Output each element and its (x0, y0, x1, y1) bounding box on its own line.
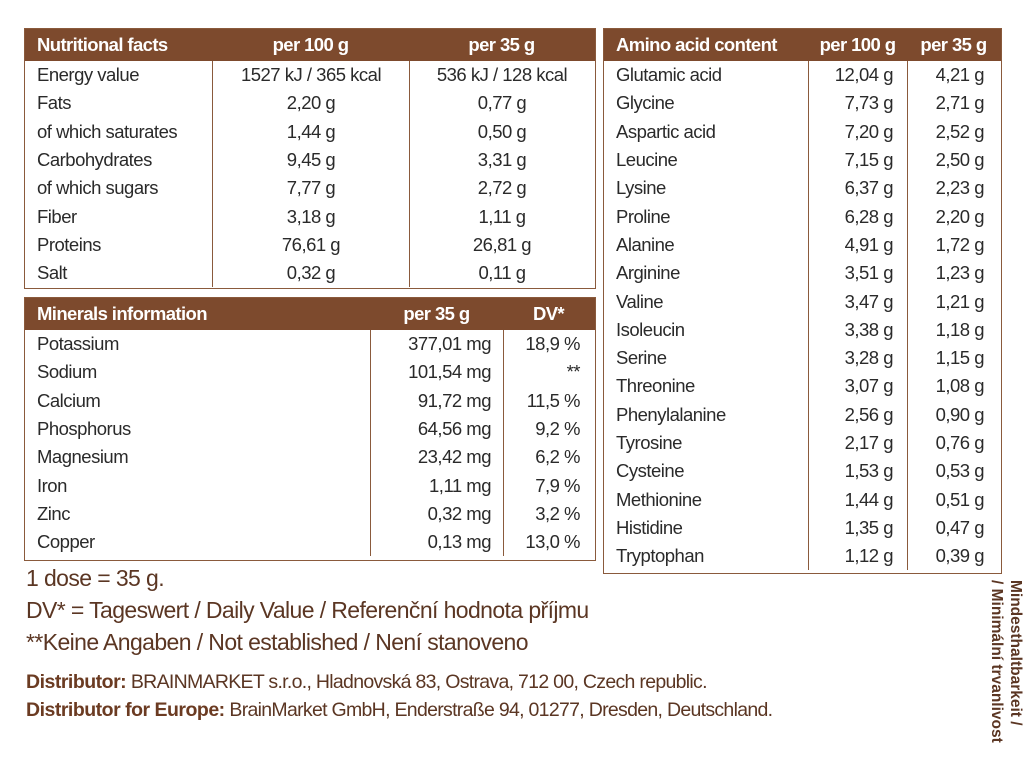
row-value: 0,90 g (907, 401, 1000, 429)
row-value: 377,01 mg (370, 330, 503, 358)
header-dv: DV* (532, 303, 565, 324)
minerals-header (25, 298, 595, 330)
row-value: 7,9 % (503, 471, 594, 499)
row-value: 1,11 g (409, 202, 594, 230)
table-row (25, 358, 595, 386)
header-per-35g: per 35 g (920, 34, 987, 55)
row-label: Fats (37, 92, 71, 114)
table-row (604, 372, 1001, 400)
row-value: 0,32 mg (370, 500, 503, 528)
row-value: 3,28 g (808, 344, 907, 372)
minerals-table (24, 297, 596, 561)
row-value: 3,07 g (808, 372, 907, 400)
row-value: 1527 kJ / 365 kcal (212, 61, 409, 89)
row-value: 2,52 g (907, 118, 1000, 146)
row-label: Histidine (616, 516, 683, 538)
row-value: 3,2 % (503, 500, 594, 528)
row-label: Iron (37, 474, 67, 496)
row-value: 2,20 g (907, 202, 1000, 230)
distributor-europe-line (26, 699, 772, 722)
row-value: 13,0 % (503, 528, 594, 556)
row-label: Phosphorus (37, 418, 131, 440)
table-row (604, 259, 1001, 287)
row-label: Carbohydrates (37, 149, 152, 171)
row-value: 91,72 mg (370, 387, 503, 415)
best-before-line-2: / Minimální trvanlivost (988, 580, 1005, 743)
row-label: Arginine (616, 262, 680, 284)
row-value: 26,81 g (409, 231, 594, 259)
header-nutritional-facts: Nutritional facts (37, 34, 168, 55)
row-value: 1,53 g (808, 457, 907, 485)
row-value: 1,11 mg (370, 471, 503, 499)
row-value: 1,18 g (907, 316, 1000, 344)
row-value: 7,15 g (808, 146, 907, 174)
row-value: 1,23 g (907, 259, 1000, 287)
row-label: Energy value (37, 64, 139, 86)
row-value: 7,77 g (212, 174, 409, 202)
dv-note: DV* = Tageswert / Daily Value / Referenční hodnota příjmu (26, 597, 589, 623)
amino-acid-table (603, 28, 1002, 574)
table-row (604, 202, 1001, 230)
row-label: Valine (616, 290, 664, 312)
row-value: 2,20 g (212, 89, 409, 117)
row-label: Potassium (37, 333, 119, 355)
table-row (604, 287, 1001, 315)
table-row (604, 344, 1001, 372)
table-row (25, 259, 595, 287)
row-value: 3,38 g (808, 316, 907, 344)
row-label: Leucine (616, 149, 678, 171)
table-row (604, 89, 1001, 117)
row-value: 0,50 g (409, 118, 594, 146)
table-row (25, 61, 595, 89)
row-value: 23,42 mg (370, 443, 503, 471)
table-row (25, 330, 595, 358)
row-value: 0,53 g (907, 457, 1000, 485)
row-value: 9,2 % (503, 415, 594, 443)
row-label: Tyrosine (616, 432, 682, 453)
row-value: 0,76 g (907, 429, 1000, 457)
row-label: Glutamic acid (616, 64, 722, 86)
header-per-35g: per 35 g (468, 34, 535, 55)
row-value: 0,77 g (409, 89, 594, 117)
table-row (604, 61, 1001, 89)
row-value: 1,44 g (212, 118, 409, 146)
row-label: Aspartic acid (616, 120, 716, 142)
row-value: 3,31 g (409, 146, 594, 174)
table-row (25, 118, 595, 146)
table-row (25, 231, 595, 259)
row-value: 0,32 g (212, 259, 409, 287)
row-label: Isoleucin (616, 318, 685, 340)
row-value: 0,47 g (907, 514, 1000, 542)
table-row (25, 89, 595, 117)
nutrition-header (25, 29, 595, 61)
row-label: Serine (616, 347, 667, 369)
row-value: 2,50 g (907, 146, 1000, 174)
table-row (604, 231, 1001, 259)
row-value: 6,2 % (503, 443, 594, 471)
table-row (604, 146, 1001, 174)
table-row (25, 146, 595, 174)
table-row (604, 174, 1001, 202)
best-before-vertical-text (955, 580, 1024, 780)
row-value: 0,39 g (907, 542, 1000, 570)
row-label: Phenylalanine (616, 403, 726, 425)
table-row (604, 118, 1001, 146)
row-value: 0,11 g (409, 259, 594, 287)
not-established-note: **Keine Angaben / Not established / Není stanoveno (26, 629, 528, 655)
row-value: 0,51 g (907, 485, 1000, 513)
row-value: 1,35 g (808, 514, 907, 542)
row-label: Proline (616, 205, 671, 227)
row-label: Fiber (37, 205, 77, 227)
table-row (25, 471, 595, 499)
dose-note: 1 dose = 35 g. (26, 565, 165, 591)
distributor-europe-label: Distributor for Europe: (26, 699, 225, 721)
row-label: Cysteine (616, 460, 684, 482)
row-value: 1,08 g (907, 372, 1000, 400)
distributor-text: BRAINMARKET s.r.o., Hladnovská 83, Ostrava, 712 00, Czech republic. (126, 671, 707, 693)
table-row (25, 500, 595, 528)
table-row (604, 457, 1001, 485)
row-label: Threonine (616, 375, 695, 397)
header-per-100g: per 100 g (819, 34, 896, 55)
distributor-label: Distributor: (26, 671, 127, 693)
row-value: 0,13 mg (370, 528, 503, 556)
row-value: 6,37 g (808, 174, 907, 202)
row-value: 11,5 % (503, 387, 594, 415)
distributor-europe-text: BrainMarket GmbH, Enderstraße 94, 01277, Dresden, Deutschland. (224, 699, 773, 721)
row-label: Magnesium (37, 446, 129, 468)
row-value: 101,54 mg (370, 358, 503, 386)
row-label: Tryptophan (616, 545, 704, 567)
best-before-line-1: Mindesthaltbarkeit / (1007, 580, 1024, 726)
row-value: 1,72 g (907, 231, 1000, 259)
row-value: 7,20 g (808, 118, 907, 146)
row-value: 64,56 mg (370, 415, 503, 443)
row-value: 9,45 g (212, 146, 409, 174)
amino-header (604, 29, 1001, 61)
table-row (604, 401, 1001, 429)
table-row (25, 415, 595, 443)
table-row (604, 514, 1001, 542)
header-amino-acid-content: Amino acid content (616, 34, 777, 55)
row-value: 7,73 g (808, 89, 907, 117)
table-row (604, 429, 1001, 457)
row-label: Methionine (616, 488, 702, 510)
row-label: of which saturates (37, 120, 178, 142)
nutrition-table (24, 28, 596, 289)
table-row (604, 316, 1001, 344)
row-label: Salt (37, 262, 67, 284)
table-row (25, 443, 595, 471)
row-value: 2,23 g (907, 174, 1000, 202)
row-label: Sodium (37, 361, 97, 383)
row-label: of which sugars (37, 177, 159, 199)
row-label: Glycine (616, 92, 675, 114)
header-minerals-information: Minerals information (37, 303, 207, 324)
table-row (604, 542, 1001, 570)
distributor-line (26, 671, 707, 694)
row-label: Alanine (616, 233, 675, 255)
row-value: 2,56 g (808, 401, 907, 429)
row-value: 1,12 g (808, 542, 907, 570)
row-value: 12,04 g (808, 61, 907, 89)
row-value: 1,44 g (808, 485, 907, 513)
row-value: 2,17 g (808, 429, 907, 457)
table-row (604, 485, 1001, 513)
row-label: Lysine (616, 177, 666, 199)
table-row (25, 528, 595, 556)
table-row (25, 174, 595, 202)
row-value: 3,47 g (808, 287, 907, 315)
row-value: ** (503, 358, 594, 386)
row-value: 3,51 g (808, 259, 907, 287)
table-row (25, 202, 595, 230)
row-value: 6,28 g (808, 202, 907, 230)
row-value: 76,61 g (212, 231, 409, 259)
row-label: Proteins (37, 233, 101, 255)
row-value: 4,91 g (808, 231, 907, 259)
row-label: Copper (37, 531, 95, 553)
row-value: 1,21 g (907, 287, 1000, 315)
row-value: 4,21 g (907, 61, 1000, 89)
header-per-35g: per 35 g (403, 303, 470, 324)
row-label: Zinc (37, 502, 70, 524)
row-label: Calcium (37, 389, 101, 411)
table-row (25, 387, 595, 415)
row-value: 2,71 g (907, 89, 1000, 117)
row-value: 3,18 g (212, 202, 409, 230)
row-value: 18,9 % (503, 330, 594, 358)
header-per-100g: per 100 g (272, 34, 349, 55)
row-value: 536 kJ / 128 kcal (409, 61, 594, 89)
row-value: 1,15 g (907, 344, 1000, 372)
row-value: 2,72 g (409, 174, 594, 202)
